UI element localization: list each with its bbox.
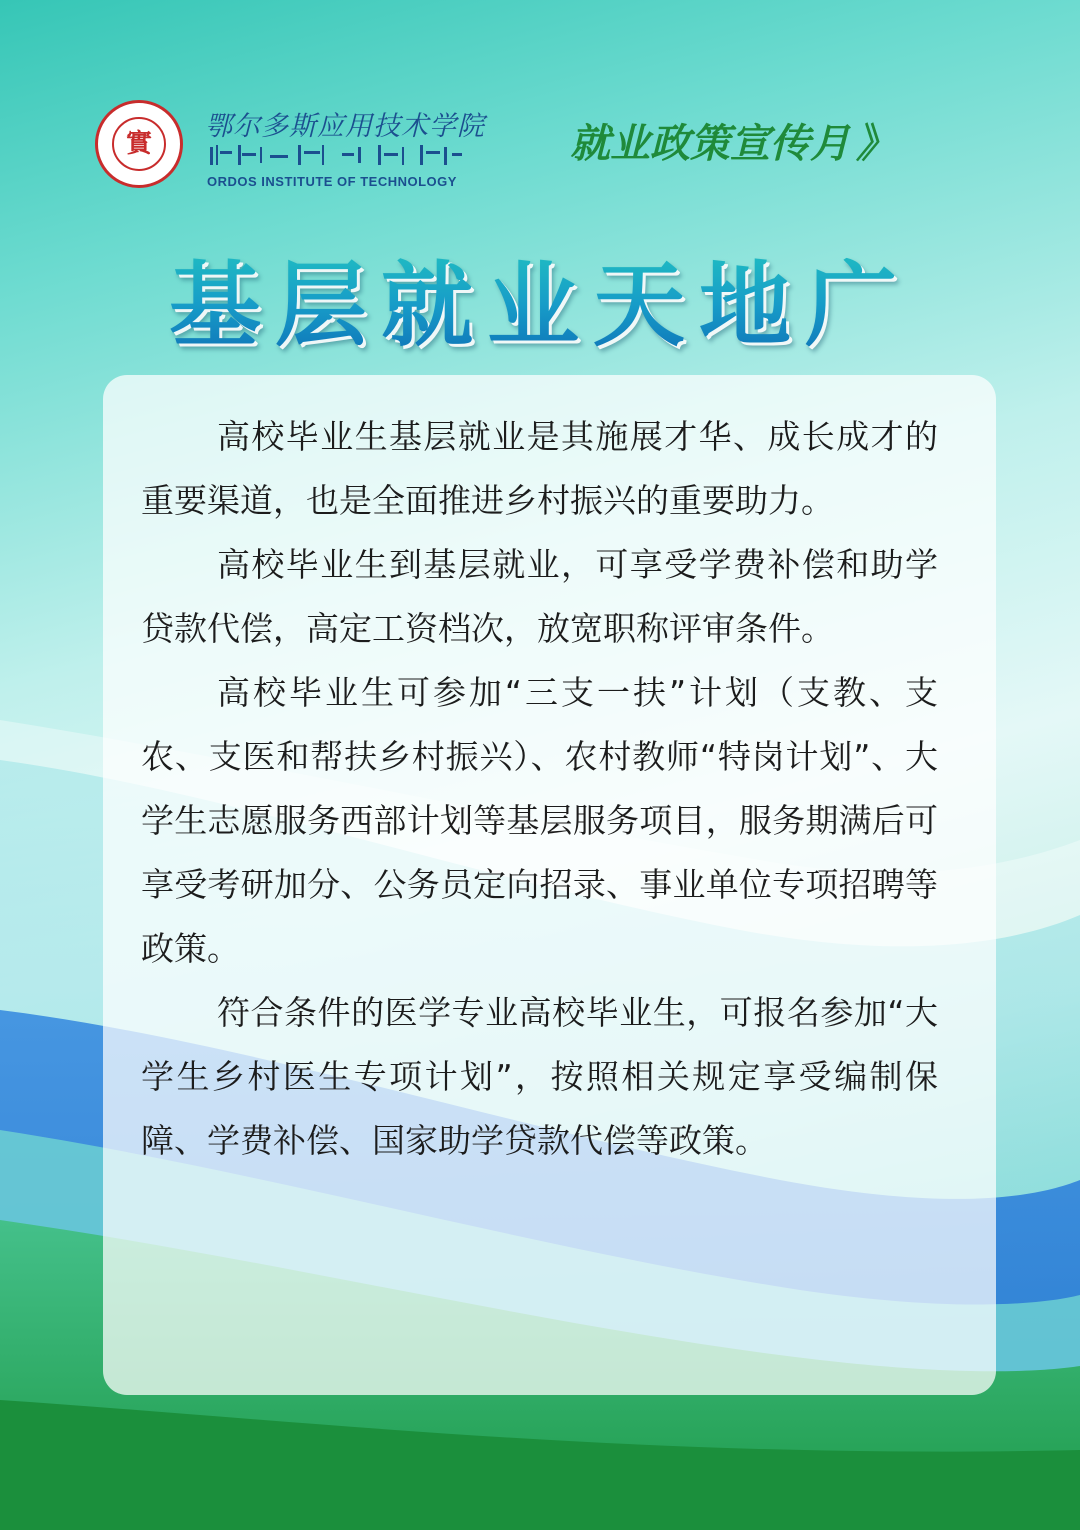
campaign-label	[570, 112, 896, 169]
school-name-english: ORDOS INSTITUTE OF TECHNOLOGY	[207, 174, 457, 189]
school-name-chinese: 鄂尔多斯应用技术学院	[205, 111, 485, 142]
paragraph-2: 高校毕业生到基层就业，可享受学费补偿和助学贷款代偿，高定工资档次，放宽职称评审条件。	[141, 545, 938, 648]
paragraph-4: 符合条件的医学专业高校毕业生，可报名参加“大学生乡村医生专项计划”，按照相关规定享受编制保障、学费补偿、国家助学贷款代偿等政策。	[141, 993, 938, 1160]
school-name-mongolian-script	[208, 141, 468, 169]
content-card	[103, 375, 996, 1395]
chevron-right-icon: 》	[856, 121, 896, 167]
header	[0, 0, 1080, 220]
seal-glyph: 實	[112, 117, 166, 171]
campaign-text: 就业政策宣传月	[570, 121, 850, 167]
paragraph-3: 高校毕业生可参加“三支一扶”计划（支教、支农、支医和帮扶乡村振兴）、农村教师“特岗计划”、大学生志愿服务西部计划等基层服务项目，服务期满后可享受考研加分、公务员定向招录、事业单位专项招聘等政策。	[141, 673, 938, 968]
page-title: 基层就业天地广	[0, 232, 1080, 364]
school-logo-seal	[95, 100, 183, 188]
paragraph-1: 高校毕业生基层就业是其施展才华、成长成才的重要渠道，也是全面推进乡村振兴的重要助力。	[141, 417, 938, 520]
